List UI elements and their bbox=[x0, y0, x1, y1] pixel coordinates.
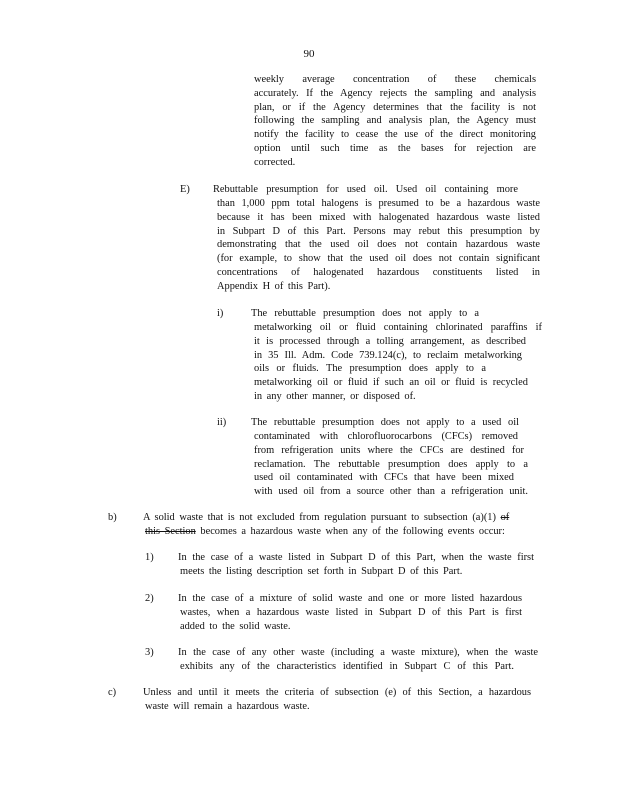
text-line: In the case of a mixture of solid waste and one or more listed hazardous bbox=[178, 593, 522, 604]
paragraph-i-first-line bbox=[251, 307, 479, 321]
item-label-b: b) bbox=[108, 512, 117, 523]
text-line: with used oil from a source other than a refrigeration unit. bbox=[254, 486, 528, 498]
text-line: plan, or if the Agency determines that the facility is not bbox=[254, 101, 536, 113]
paragraph-i bbox=[254, 321, 542, 404]
text-line bbox=[143, 525, 543, 539]
text-line: concentrations of halogenated hazardous constituents listed in bbox=[217, 266, 540, 278]
text-line: notify the facility to cease the use of the direct monitoring bbox=[254, 129, 536, 141]
paragraph-3 bbox=[178, 646, 538, 674]
item-label-E: E) bbox=[180, 184, 190, 195]
text-line: accurately. If the Agency rejects the sampling and analysis bbox=[254, 87, 536, 99]
text-line: following the sampling and analysis plan, the Agency must bbox=[254, 115, 536, 127]
paragraph-E-first-line bbox=[213, 183, 518, 197]
struck-text: this Section bbox=[145, 525, 196, 537]
text-line: it is processed through a tolling arrangement, as described bbox=[254, 335, 526, 347]
text-line: in Subpart D of this Part. Persons may rebut this presumption by bbox=[217, 225, 540, 237]
text-line: option until such time as the bases for rejection are bbox=[254, 142, 536, 154]
text-line: waste will remain a hazardous waste. bbox=[145, 700, 310, 712]
struck-text: of bbox=[500, 512, 510, 523]
text-line bbox=[143, 511, 543, 525]
b-second-line-text: becomes a hazardous waste when any of the following events occur: bbox=[200, 525, 505, 537]
text-line: used oil contaminated with CFCs that have been mixed bbox=[254, 472, 514, 484]
text-line: from refrigeration units where the CFCs are destined for bbox=[254, 444, 524, 456]
item-label-i: i) bbox=[217, 308, 224, 319]
text-line: oils or fluids. The presumption does apply to a bbox=[254, 363, 486, 375]
item-label-1: 1) bbox=[145, 552, 154, 563]
text-line: exhibits any of the characteristics identified in Subpart C of this Part. bbox=[180, 660, 514, 672]
b-first-line-text: A solid waste that is not excluded from regulation pursuant to subsection (a)(1) bbox=[143, 512, 496, 523]
text-line: because it has been mixed with halogenated hazardous waste listed bbox=[217, 211, 540, 223]
text-line: wastes, when a hazardous waste listed in Subpart D of this Part is first bbox=[180, 606, 522, 618]
text-line: added to the solid waste. bbox=[180, 620, 291, 632]
text-line: (for example, to show that the used oil does not contain significant bbox=[217, 253, 540, 265]
text-line: Unless and until it meets the criteria of subsection (e) of this Section, a hazardous bbox=[143, 687, 531, 698]
text-line: In the case of any other waste (including a waste mixture), when the waste bbox=[178, 647, 538, 658]
text-line: in any other manner, or disposed of. bbox=[254, 390, 416, 402]
text-line: than 1,000 ppm total halogens is presumed to be a hazardous waste bbox=[217, 198, 540, 209]
text-line: Rebuttable presumption for used oil. Used oil containing more bbox=[213, 184, 518, 195]
text-line: Appendix H of this Part). bbox=[217, 280, 331, 292]
paragraph-ii-first-line bbox=[251, 416, 519, 430]
text-line: demonstrating that the used oil does not contain hazardous waste bbox=[217, 239, 540, 251]
item-label-3: 3) bbox=[145, 647, 154, 658]
item-label-ii: ii) bbox=[217, 417, 227, 428]
paragraph-c bbox=[143, 686, 531, 714]
text-line: metalworking oil or fluid if such an oil or fluid is recycled bbox=[254, 377, 528, 389]
text-line: reclamation. The rebuttable presumption does apply to a bbox=[254, 458, 528, 470]
item-label-2: 2) bbox=[145, 593, 154, 604]
page-number: 90 bbox=[303, 48, 315, 60]
text-line: In the case of a waste listed in Subpart D of this Part, when the waste first bbox=[178, 552, 534, 563]
text-line: corrected. bbox=[254, 156, 296, 168]
paragraph-1 bbox=[178, 551, 534, 579]
text-line: in 35 Ill. Adm. Code 739.124(c), to reclaim metalworking bbox=[254, 349, 522, 361]
text-line: contaminated with chlorofluorocarbons (CFCs) removed bbox=[254, 431, 518, 442]
text-line: metalworking oil or fluid containing chlorinated paraffins if bbox=[254, 322, 542, 333]
text-line: The rebuttable presumption does not apply to a used oil bbox=[251, 417, 519, 428]
text-line: weekly average concentration of these chemicals bbox=[254, 74, 536, 85]
paragraph-ii bbox=[254, 430, 528, 499]
paragraph-b bbox=[143, 511, 543, 539]
item-label-c: c) bbox=[108, 687, 117, 698]
text-line: meets the listing description set forth in Subpart D of this Part. bbox=[180, 565, 463, 577]
paragraph-2 bbox=[178, 592, 522, 633]
continuation-paragraph bbox=[254, 73, 536, 170]
paragraph-E bbox=[217, 197, 540, 294]
text-line: The rebuttable presumption does not apply to a bbox=[251, 308, 479, 319]
